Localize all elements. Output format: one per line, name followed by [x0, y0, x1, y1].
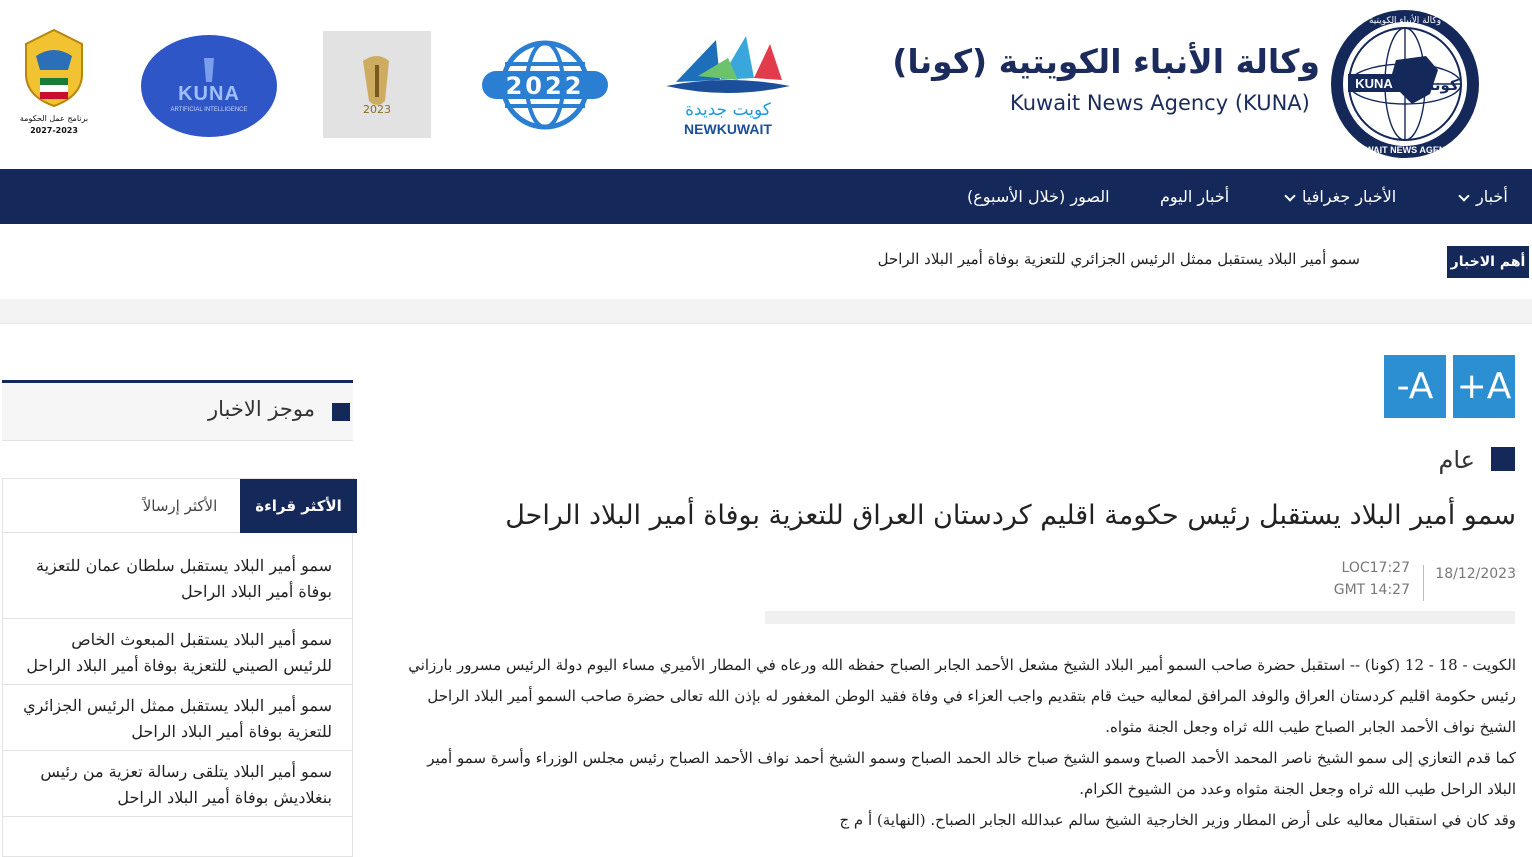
article-category — [1380, 444, 1515, 474]
article-paragraph-2: كما قدم التعازي إلى سمو الشيخ ناصر المحمد الأحمد الصباح وسمو الشيخ صباح خالد الحمد الصباح وسمو الشيخ أحمد نواف الأحمد الصباح رئيس مجلس الوزراء وأسرة سمو أمير البلاد الراحل طيب الله ثراه وجعل الجنة مثواه وعدد من الشيوخ الكرام. — [427, 749, 1516, 798]
kuna-seal-logo[interactable] — [1326, 8, 1484, 160]
chevron-down-icon — [1458, 190, 1469, 201]
article-paragraph-1: الكويت - 18 - 12 (كونا) -- استقبل حضرة صاحب السمو أمير البلاد الشيخ مشعل الأحمد الجابر الصباح حفظه الله ورعاه في المطار الأميري مساء اليوم دولة الرئيس مسرور بارزاني رئيس حكومة اقليم كردستان العراق والوفد المرافق لمعاليه حيث قام بتقديم واجب العزاء في وفاة فقيد الوطن المغفور له بإذن الله تعالى حضرة صاحب السمو أمير البلاد الراحل الشيخ نواف الأحمد الجابر الصباح طيب الله ثراه وجعل الجنة مثواه. — [408, 656, 1516, 736]
nav-item-photos-week[interactable] — [967, 169, 1110, 224]
new-kuwait-en-text: NEWKUWAIT — [684, 121, 772, 137]
list-item[interactable]: سمو أمير البلاد يستقبل المبعوث الخاص للرئيس الصيني للتعزية بوفاة أمير البلاد الراحل — [2, 619, 353, 685]
nav-item-news[interactable] — [1460, 169, 1508, 224]
list-item[interactable]: سمو أمير البلاد يستقبل سلطان عمان للتعزية بوفاة أمير البلاد الراحل — [2, 533, 353, 619]
oma-2023-logo[interactable] — [323, 31, 431, 138]
tab-most-read[interactable]: الأكثر قراءة — [240, 479, 357, 533]
section-square-icon — [332, 403, 350, 421]
government-program-logo[interactable] — [12, 26, 96, 138]
site-header — [0, 0, 1532, 169]
gov-program-line2: 2027-2023 — [30, 126, 78, 135]
font-decrease-button[interactable]: -A — [1384, 355, 1446, 418]
article-time-gmt: GMT 14:27 — [1333, 582, 1410, 598]
news-ticker — [0, 224, 1532, 299]
article-paragraph-3: وقد كان في استقبال معاليه على أرض المطار وزير الخارجية الشيخ سالم عبدالله الجابر الصباح. (النهاية) أ م ج — [839, 811, 1516, 829]
seal-kuna-ar-text: كونا — [1429, 76, 1459, 94]
kuna-ai-logo[interactable] — [140, 34, 278, 138]
meta-divider-bar — [765, 611, 1515, 624]
new-kuwait-ar-text: كويت جديدة — [685, 100, 771, 120]
most-read-list — [2, 533, 353, 857]
news-brief-title: موجز الاخبار — [207, 397, 315, 421]
font-increase-button[interactable]: +A — [1453, 355, 1515, 418]
agency-name-arabic: وكالة الأنباء الكويتية (كونا) — [892, 42, 1320, 81]
main-navbar — [0, 169, 1532, 224]
ticker-headline[interactable]: سمو أمير البلاد يستقبل ممثل الرئيس الجزائري للتعزية بوفاة أمير البلاد الراحل — [877, 250, 1360, 268]
article-time-local: LOC17:27 — [1341, 560, 1410, 576]
category-label: عام — [1438, 446, 1475, 474]
agency-name-english: Kuwait News Agency (KUNA) — [1010, 91, 1310, 115]
article-body — [405, 650, 1516, 836]
nav-item-photos-week-label: الصور (خلال الأسبوع) — [967, 187, 1110, 206]
tab-most-sent[interactable]: الأكثر إرسالاً — [142, 497, 218, 515]
seal-top-text: وكالة الأنباء الكويتية — [1368, 16, 1442, 26]
meta-separator — [1423, 565, 1424, 601]
nav-item-geo-news[interactable] — [1286, 169, 1396, 224]
news-brief-header — [2, 380, 353, 441]
kuna-ai-sub-text: ARTIFICIAL INTELLIGENCE — [170, 107, 248, 113]
article-date: 18/12/2023 — [1435, 566, 1516, 582]
oma-year-text: 2023 — [363, 103, 391, 116]
new-kuwait-logo[interactable] — [658, 30, 798, 140]
list-item[interactable]: سمو أمير البلاد يستقبل ممثل الرئيس الجزائري للتعزية بوفاة أمير البلاد الراحل — [2, 685, 353, 751]
kuna-ai-text: KUNA — [178, 83, 240, 105]
divider-band — [0, 299, 1532, 324]
top-news-badge: أهم الاخبار — [1447, 246, 1529, 278]
chevron-down-icon — [1284, 190, 1295, 201]
globe-2022-logo[interactable] — [480, 40, 610, 130]
nav-item-news-label: أخبار — [1476, 187, 1508, 206]
article-title: سمو أمير البلاد يستقبل رئيس حكومة اقليم كردستان العراق للتعزية بوفاة أمير البلاد الراحل — [505, 500, 1516, 531]
seal-kuna-text: KUNA — [1355, 76, 1393, 91]
category-square-icon — [1491, 447, 1515, 471]
sidebar-tabs — [2, 478, 356, 533]
list-item[interactable]: سمو أمير البلاد يتلقى رسالة تعزية من رئيس بنغلاديش بوفاة أمير البلاد الراحل — [2, 751, 353, 817]
nav-item-today-news-label: أخبار اليوم — [1160, 187, 1230, 206]
gov-program-line1: برنامج عمل الحكومة — [19, 114, 89, 123]
nav-item-geo-news-label: الأخبار جغرافيا — [1302, 187, 1397, 206]
seal-bottom-text: KUWAIT NEWS AGENCY — [1352, 145, 1458, 155]
globe-year-text: 2022 — [505, 72, 585, 100]
list-item-empty — [2, 817, 353, 857]
nav-item-today-news[interactable] — [1160, 169, 1229, 224]
